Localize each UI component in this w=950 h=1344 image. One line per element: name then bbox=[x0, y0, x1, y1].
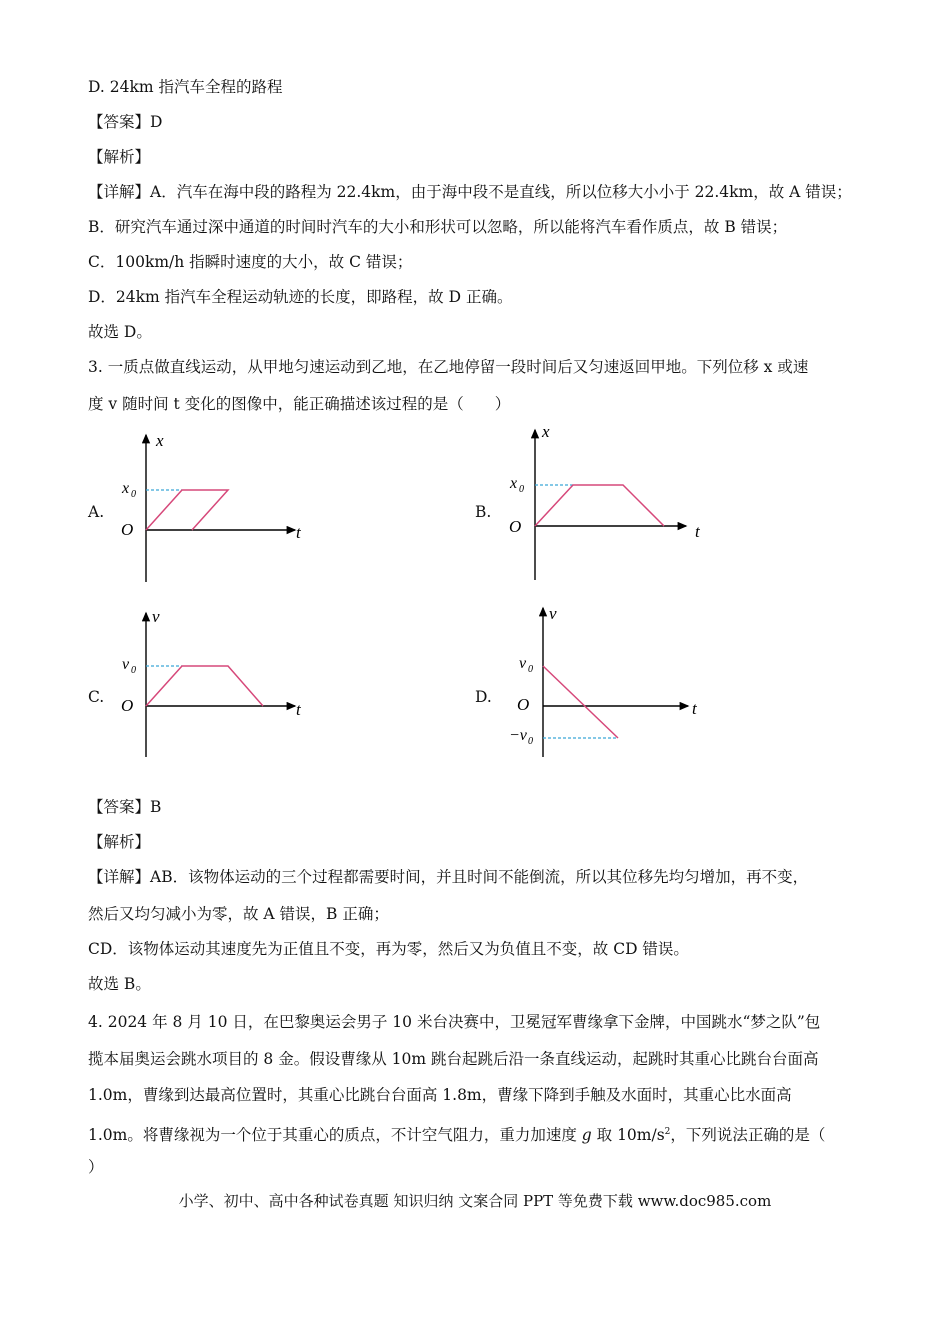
question-4-line: 揽本届奥运会跳水项目的 8 金。假设曹缘从 10m 跳台起跳后沿一条直线运动，起跳时其重心比跳台台面高 bbox=[88, 1050, 819, 1068]
position-curve bbox=[146, 490, 228, 530]
conclusion-line: 故选 B。 bbox=[88, 975, 151, 993]
detail-line: 然后又均匀减小为零，故 A 错误，B 正确； bbox=[88, 905, 389, 923]
detail-line: 【详解】A．汽车在海中段的路程为 22.4km，由于海中段不是直线，所以位移大小小于 22.4km，故 A 错误； bbox=[88, 183, 852, 201]
option-d-text: D. 24km 指汽车全程的路程 bbox=[88, 78, 283, 96]
x0-label: x bbox=[122, 480, 130, 497]
axis-label-t: t bbox=[695, 522, 700, 541]
detail-line: 【详解】AB．该物体运动的三个过程都需要时间，并且时间不能倒流，所以其位移先均匀增加，再不变， bbox=[88, 868, 809, 886]
graph-d bbox=[498, 600, 708, 760]
velocity-curve bbox=[146, 666, 263, 706]
axis-label-t: t bbox=[692, 699, 697, 718]
exponent: 2 bbox=[664, 1127, 671, 1137]
q4-text-end: ，下列说法正确的是（ bbox=[670, 1126, 826, 1145]
position-curve bbox=[535, 485, 664, 526]
origin-label: O bbox=[517, 695, 530, 714]
detail-line: CD．该物体运动其速度先为正值且不变，再为零，然后又为负值且不变，故 CD 错误。 bbox=[88, 940, 689, 958]
option-c-label: C. bbox=[88, 688, 105, 706]
axis-label-t: t bbox=[296, 523, 301, 542]
origin-label: O bbox=[121, 520, 134, 539]
x0-label: x bbox=[510, 475, 518, 492]
answer-label: 【答案】B bbox=[88, 798, 162, 816]
v0-label: v bbox=[122, 656, 130, 673]
detail-line: D．24km 指汽车全程运动轨迹的长度，即路程，故 D 正确。 bbox=[88, 288, 513, 306]
velocity-curve bbox=[543, 666, 618, 738]
axis-label-v: v bbox=[549, 604, 557, 623]
question-4-line bbox=[88, 1121, 825, 1146]
axis-label-x: x bbox=[542, 422, 550, 441]
question-4-line: 4. 2024 年 8 月 10 日，在巴黎奥运会男子 10 米台决赛中，卫冕冠军曹缘拿下金牌，中国跳水“梦之队”包 bbox=[88, 1013, 821, 1031]
graph-a bbox=[110, 425, 310, 585]
page-footer: 小学、初中、高中各种试卷真题 知识归纳 文案合同 PPT 等免费下载 www.doc985.com bbox=[178, 1192, 772, 1210]
axis-label-v: v bbox=[152, 607, 160, 626]
x0-subscript: 0 bbox=[131, 489, 136, 500]
detail-line: C．100km/h 指瞬时速度的大小，故 C 错误； bbox=[88, 253, 413, 271]
v0-subscript: 0 bbox=[131, 665, 136, 676]
option-a-label: A. bbox=[88, 503, 105, 521]
analysis-label: 【解析】 bbox=[88, 833, 151, 851]
question-3-line: 3. 一质点做直线运动，从甲地匀速运动到乙地，在乙地停留一段时间后又匀速返回甲地。下列位移 x 或速 bbox=[88, 358, 809, 376]
x0-subscript: 0 bbox=[519, 484, 524, 495]
q4-text-mid: 取 10m/s bbox=[591, 1126, 665, 1145]
axis-label-x: x bbox=[156, 431, 164, 450]
origin-label: O bbox=[509, 517, 522, 536]
answer-label: 【答案】D bbox=[88, 113, 163, 131]
v0-label: v bbox=[519, 655, 527, 672]
origin-label: O bbox=[121, 696, 134, 715]
graph-c bbox=[110, 605, 310, 760]
axis-label-t: t bbox=[296, 700, 301, 719]
question-4-line: 1.0m，曹缘到达最高位置时，其重心比跳台台面高 1.8m，曹缘下降到手触及水面时，其重心比水面高 bbox=[88, 1086, 792, 1104]
graph-b bbox=[498, 420, 698, 585]
paren-close: ） bbox=[88, 1158, 104, 1176]
q4-text-start: 1.0m。将曹缘视为一个位于其重心的质点，不计空气阻力，重力加速度 bbox=[88, 1126, 582, 1145]
gravity-symbol: g bbox=[581, 1126, 592, 1145]
detail-line: B．研究汽车通过深中通道的时间时汽车的大小和形状可以忽略，所以能将汽车看作质点，故 B 错误； bbox=[88, 218, 788, 236]
analysis-label: 【解析】 bbox=[88, 148, 151, 166]
option-b-label: B. bbox=[475, 503, 492, 521]
neg-v0-subscript: 0 bbox=[528, 736, 533, 747]
option-d-label: D. bbox=[475, 688, 492, 706]
neg-v0-label: −v bbox=[509, 727, 527, 744]
conclusion-line: 故选 D。 bbox=[88, 323, 152, 341]
question-3-line: 度 v 随时间 t 变化的图像中，能正确描述该过程的是（ ） bbox=[88, 395, 511, 413]
v0-subscript: 0 bbox=[528, 664, 533, 675]
